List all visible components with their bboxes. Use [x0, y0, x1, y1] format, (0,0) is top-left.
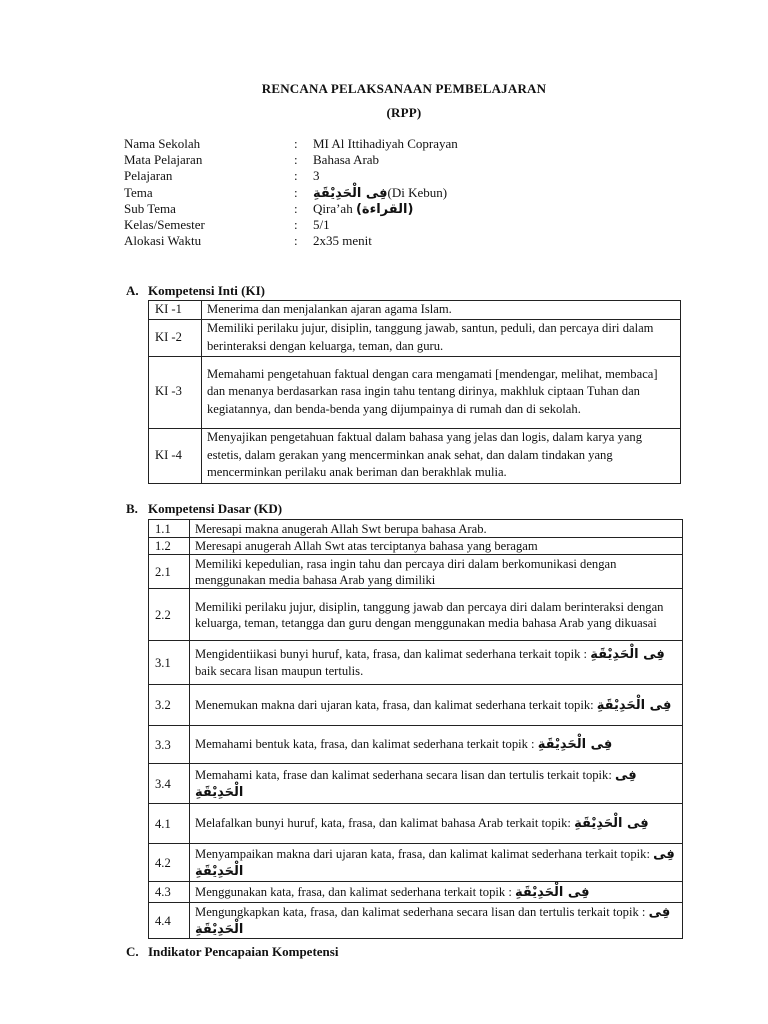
info-colon: :	[294, 200, 298, 216]
info-colon: :	[294, 216, 298, 232]
kd-text	[190, 726, 683, 764]
subtheme-latin: Qira’ah	[313, 200, 356, 216]
kd-text: Meresapi anugerah Allah Swt atas terciptanya bahasa yang beragam	[190, 538, 683, 555]
table-row	[149, 555, 683, 589]
kd-table	[148, 519, 683, 939]
info-colon: :	[294, 168, 298, 184]
kd-text-main: Memahami bentuk kata, frasa, dan kalimat sederhana terkait topik :	[195, 737, 535, 751]
arabic-topic: فِى الْحَدِيْقَةِ	[195, 904, 671, 937]
section-letter: C.	[126, 944, 139, 959]
kd-text-main: Menemukan makna dari ujaran kata, frasa, dan kalimat sederhana terkait topik:	[195, 697, 594, 712]
kd-text	[190, 804, 683, 844]
info-value: 2x35 menit	[313, 233, 372, 249]
section-heading-ki	[126, 283, 265, 299]
kd-text	[190, 641, 683, 685]
ki-table	[148, 300, 681, 484]
table-row	[149, 356, 681, 428]
section-heading-indicators	[126, 944, 338, 960]
kd-text-main: Mengidentiikasi bunyi huruf, kata, frasa, dan kalimat sederhana terkait topik :	[195, 647, 588, 661]
section-title: Indikator Pencapaian Kompetensi	[148, 944, 339, 959]
kd-text: Meresapi makna anugerah Allah Swt berupa bahasa Arab.	[190, 520, 683, 538]
kd-text-after: baik secara lisan maupun tertulis.	[195, 664, 364, 678]
table-row	[149, 641, 683, 685]
arabic-topic: فِى الْحَدِيْقَةِ	[574, 816, 649, 831]
kd-text-main: Mengungkapkan kata, frasa, dan kalimat sederhana secara lisan dan tertulis terkait topik :	[195, 904, 646, 919]
theme-translation: (Di Kebun)	[387, 184, 448, 200]
info-label: Tema	[124, 184, 153, 200]
ki-text: Menerima dan menjalankan ajaran agama Islam.	[202, 301, 681, 320]
info-colon: :	[294, 233, 298, 249]
kd-text	[190, 685, 683, 726]
kd-text-main: Menggunakan kata, frasa, dan kalimat sederhana terkait topik :	[195, 884, 512, 899]
table-row	[149, 319, 681, 356]
section-title: Kompetensi Inti (KI)	[148, 283, 265, 298]
table-row	[149, 903, 683, 939]
kd-code: 4.2	[149, 844, 190, 882]
info-row-lesson	[124, 168, 458, 184]
kd-text-main: Melafalkan bunyi huruf, kata, frasa, dan kalimat bahasa Arab terkait topik:	[195, 816, 571, 830]
kd-text	[190, 882, 683, 903]
info-row-class-semester	[124, 217, 458, 233]
section-title: Kompetensi Dasar (KD)	[148, 501, 283, 516]
table-row	[149, 764, 683, 804]
ki-code: KI -1	[149, 301, 202, 320]
info-value	[313, 185, 447, 201]
kd-text-main: Menyampaikan makna dari ujaran kata, frasa, dan kalimat kalimat sederhana terkait topik:	[195, 846, 650, 861]
kd-code: 3.3	[149, 726, 190, 764]
ki-text: Menyajikan pengetahuan faktual dalam bahasa yang jelas dan logis, dalam karya yang estetis, dalam gerakan yang mencerminkan anak sehat, dan dalam tindakan yang mencerminkan perilaku anak beriman dan berakhlak mulia.	[202, 428, 681, 483]
identity-block	[124, 136, 458, 249]
info-label: Nama Sekolah	[124, 136, 201, 151]
arabic-topic: فِى الْحَدِيْقَةِ	[514, 884, 590, 900]
arabic-topic: فِى الْحَدِيْقَةِ	[596, 697, 672, 713]
info-value: 5/1	[313, 216, 330, 232]
info-label: Mata Pelajaran	[124, 152, 203, 168]
info-colon: :	[294, 152, 298, 168]
info-value	[313, 201, 413, 217]
section-heading-kd	[126, 501, 282, 517]
arabic-topic: فِى الْحَدِيْقَةِ	[195, 767, 637, 800]
kd-code: 4.1	[149, 804, 190, 844]
info-label: Pelajaran	[124, 168, 173, 184]
kd-code: 4.3	[149, 882, 190, 903]
table-row	[149, 538, 683, 555]
kd-code: 1.1	[149, 520, 190, 538]
ki-code: KI -4	[149, 428, 202, 483]
kd-code: 2.2	[149, 589, 190, 641]
kd-code: 3.2	[149, 685, 190, 726]
arabic-subtheme: (القراءة)	[355, 201, 414, 217]
ki-code: KI -2	[149, 319, 202, 356]
ki-text: Memahami pengetahuan faktual dengan cara mengamati [mendengar, melihat, membaca] dan menanya berdasarkan rasa ingin tahu tentang dirinya, makhluk ciptaan Tuhan dan kegiatannya, dan benda-benda yang dijumpainya di rumah dan di sekolah.	[202, 356, 681, 428]
kd-text-main: Memahami kata, frase dan kalimat sederhana secara lisan dan tertulis terkait topik:	[195, 767, 612, 782]
info-label: Kelas/Semester	[124, 216, 205, 232]
table-row	[149, 428, 681, 483]
ki-text: Memiliki perilaku jujur, disiplin, tanggung jawab, santun, peduli, dan percaya diri dalam berinteraksi dengan keluarga, teman, dan guru.	[202, 319, 681, 356]
info-row-school	[124, 136, 458, 152]
arabic-topic: فِى الْحَدِيْقَةِ	[195, 846, 675, 879]
table-row	[149, 844, 683, 882]
info-row-theme	[124, 185, 458, 201]
info-colon: :	[294, 136, 298, 151]
table-row	[149, 520, 683, 538]
kd-code: 3.1	[149, 641, 190, 685]
info-value: Bahasa Arab	[313, 152, 380, 168]
kd-code: 4.4	[149, 903, 190, 939]
info-label: Sub Tema	[124, 200, 176, 216]
kd-text: Memiliki perilaku jujur, disiplin, tanggung jawab dan percaya diri dalam berinteraksi dengan keluarga, teman, tetangga dan guru dengan menggunakan media bahasa Arab yang dikuasai	[190, 589, 683, 641]
kd-text	[190, 764, 683, 804]
document-title: RENCANA PELAKSANAAN PEMBELAJARAN	[261, 81, 547, 96]
table-row	[149, 685, 683, 726]
section-letter: B.	[126, 501, 138, 516]
section-letter: A.	[126, 283, 139, 298]
info-value: MI Al Ittihadiyah Coprayan	[313, 136, 458, 151]
kd-code: 3.4	[149, 764, 190, 804]
kd-text	[190, 844, 683, 882]
info-row-subject	[124, 152, 458, 168]
table-row	[149, 301, 681, 320]
kd-code: 2.1	[149, 555, 190, 589]
table-row	[149, 726, 683, 764]
kd-code: 1.2	[149, 538, 190, 555]
table-row	[149, 804, 683, 844]
info-colon: :	[294, 184, 298, 200]
table-row	[149, 882, 683, 903]
document-subtitle: (RPP)	[386, 105, 422, 120]
kd-text: Memiliki kepedulian, rasa ingin tahu dan percaya diri dalam berkomunikasi dengan menggunakan media bahasa Arab yang dimiliki	[190, 555, 683, 589]
kd-text	[190, 903, 683, 939]
info-label: Alokasi Waktu	[124, 233, 202, 249]
arabic-theme: فِى الْحَدِيْقَةِ	[313, 185, 388, 201]
info-row-subtheme	[124, 201, 458, 217]
info-row-time	[124, 233, 458, 249]
table-row	[149, 589, 683, 641]
arabic-topic: فِى الْحَدِيْقَةِ	[537, 737, 613, 752]
arabic-topic: فِى الْحَدِيْقَةِ	[590, 647, 665, 662]
info-value: 3	[313, 168, 320, 184]
ki-code: KI -3	[149, 356, 202, 428]
